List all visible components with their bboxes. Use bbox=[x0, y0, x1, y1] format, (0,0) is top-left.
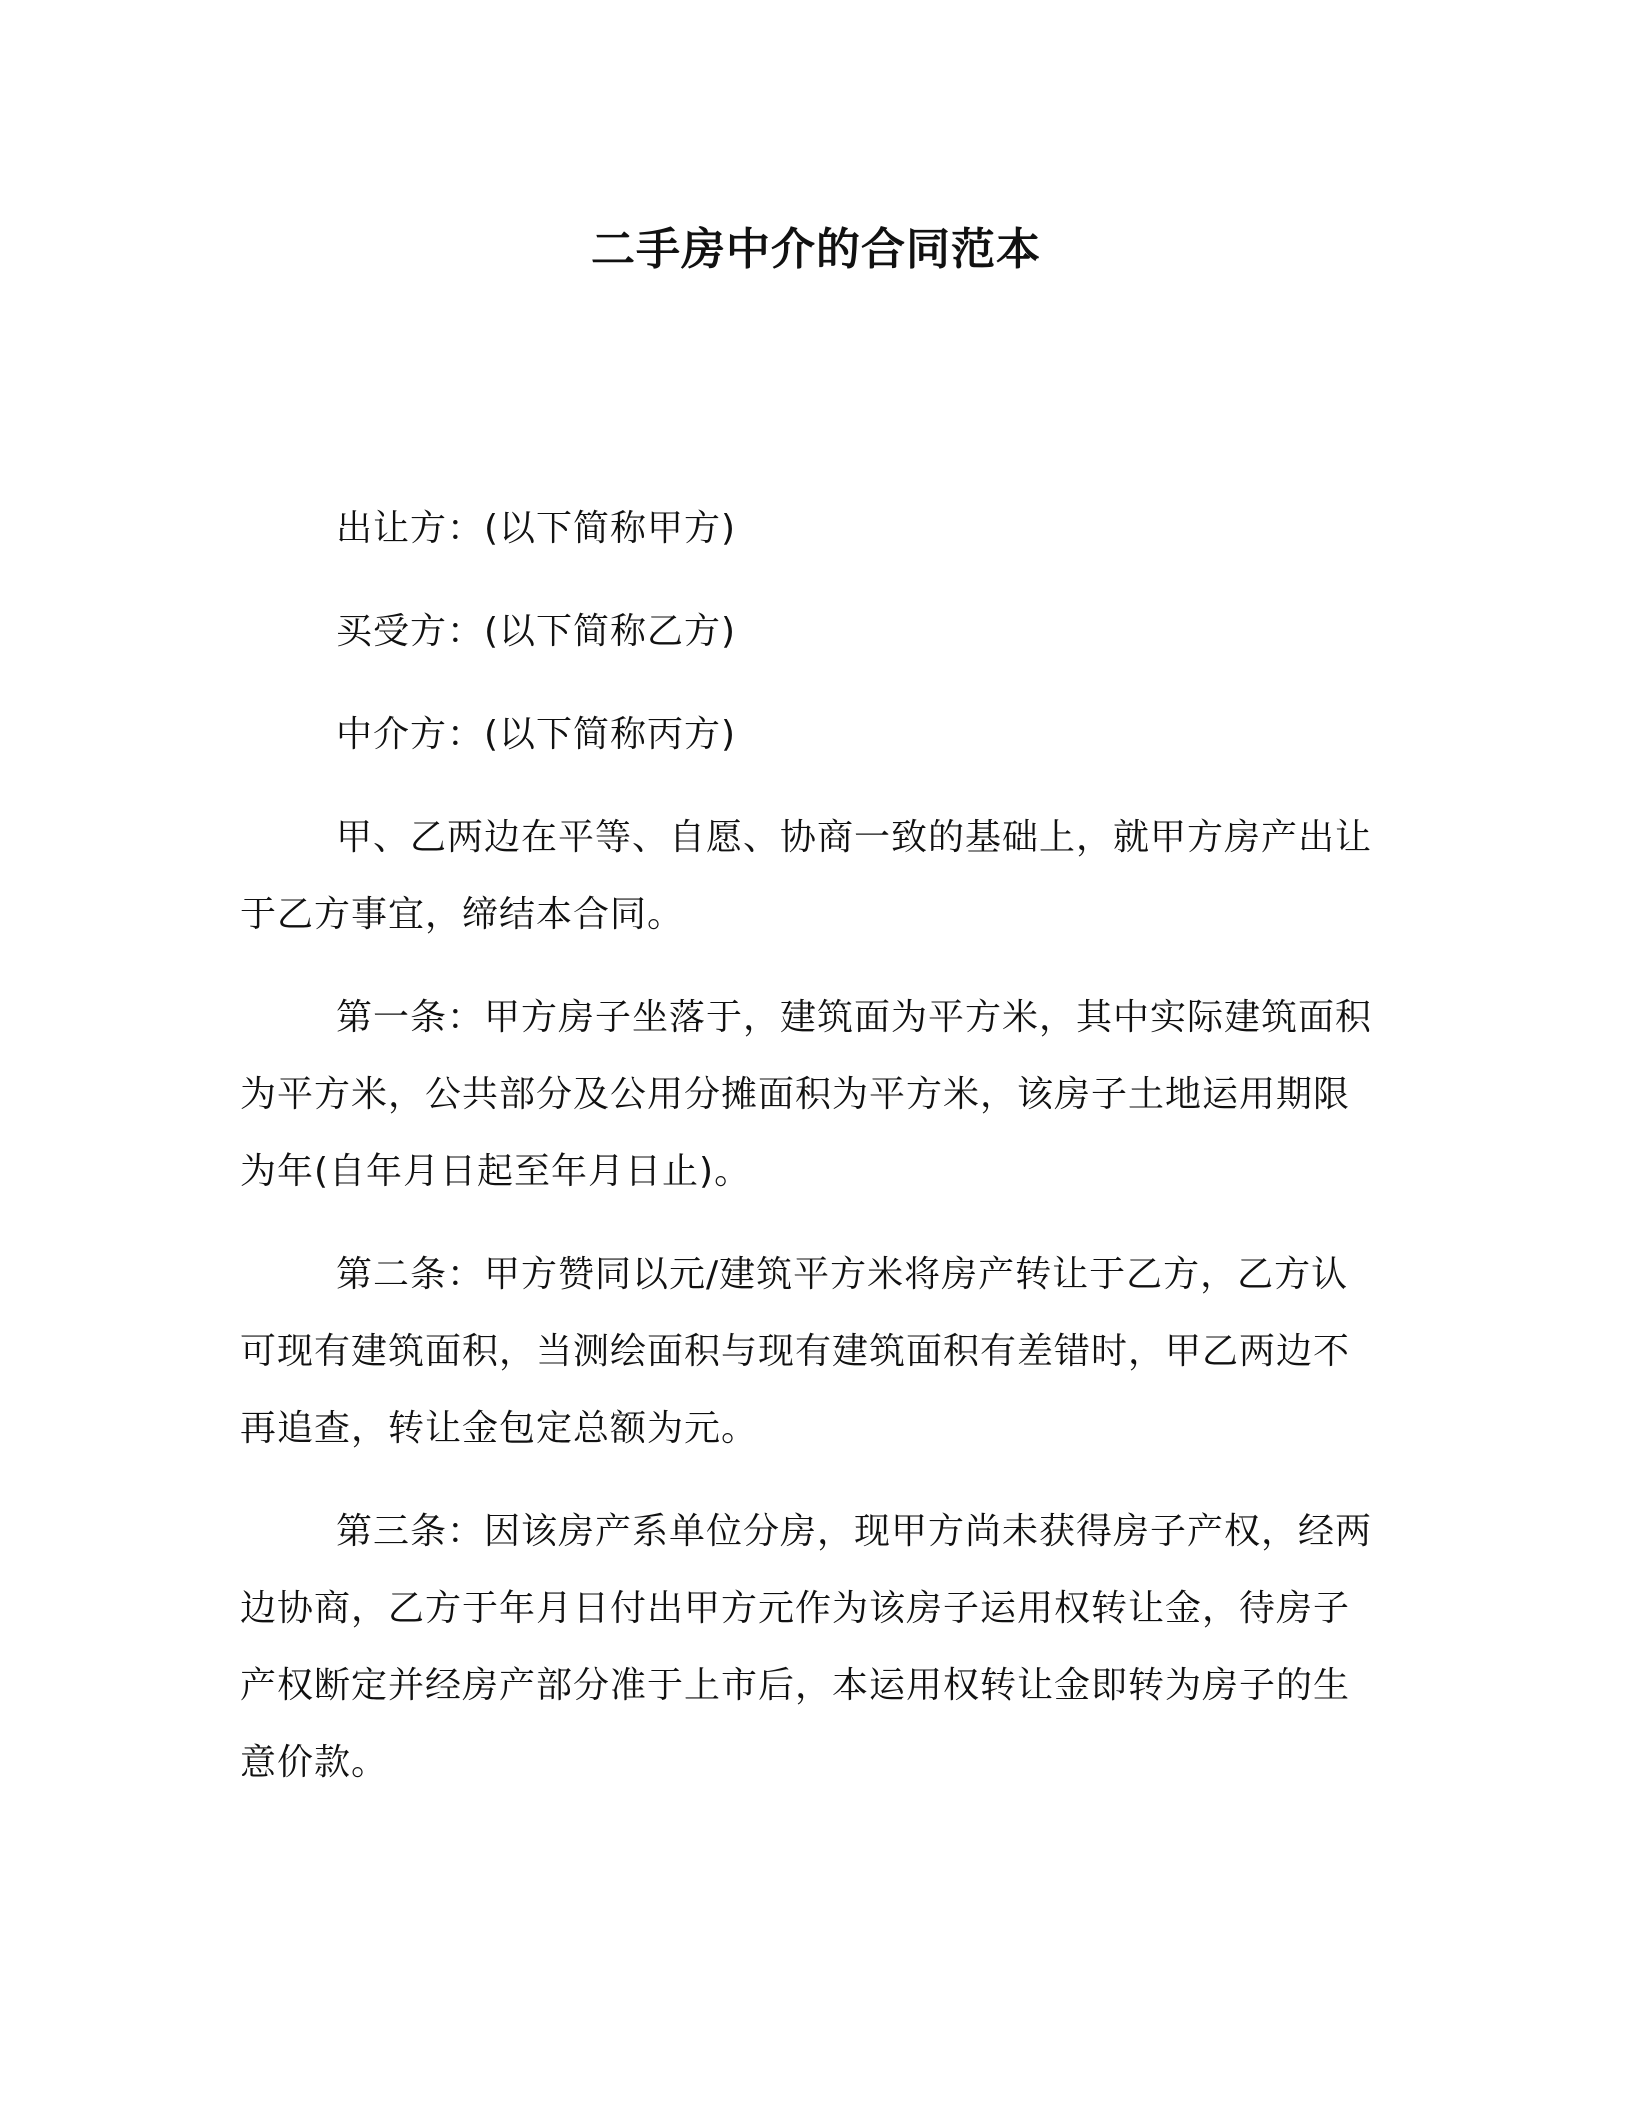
intro-paragraph: 甲、乙两边在平等、自愿、协商一致的基础上，就甲方房产出让于乙方事宜，缔结本合同。 bbox=[240, 817, 1373, 935]
party-seller: 出让方：(以下简称甲方) bbox=[336, 508, 737, 549]
article-3: 第三条：因该房产系单位分房，现甲方尚未获得房子产权，经两边协商，乙方于年月日付出甲方元作为该房子运用权转让金，待房子产权断定并经房产部分准于上市后，本运用权转让金即转为房子的生意价款。 bbox=[240, 1511, 1373, 1783]
article-1: 第一条：甲方房子坐落于，建筑面为平方米，其中实际建筑面积为平方米，公共部分及公用分摊面积为平方米，该房子土地运用期限为年(自年月日起至年月日止)。 bbox=[240, 997, 1373, 1192]
document-title: 二手房中介的合同范本 bbox=[591, 224, 1041, 275]
party-agent: 中介方：(以下简称丙方) bbox=[336, 714, 737, 755]
document-body bbox=[240, 490, 1380, 1827]
party-buyer: 买受方：(以下简称乙方) bbox=[336, 611, 737, 652]
article-2: 第二条：甲方赞同以元/建筑平方米将房产转让于乙方，乙方认可现有建筑面积，当测绘面积与现有建筑面积有差错时，甲乙两边不再追查，转让金包定总额为元。 bbox=[240, 1254, 1351, 1449]
